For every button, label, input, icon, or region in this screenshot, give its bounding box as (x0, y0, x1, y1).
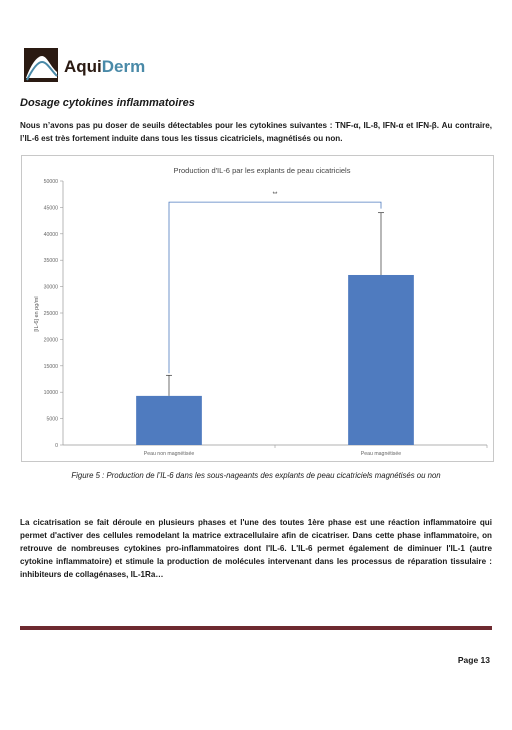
significance-label: ** (272, 192, 278, 199)
chart-plot-area (44, 179, 487, 457)
y-tick-label: 15000 (43, 363, 58, 370)
y-tick-label: 40000 (43, 231, 58, 238)
logo-text-aqui: Aqui (64, 57, 102, 76)
y-tick-label: 30000 (43, 284, 58, 291)
il6-chart (21, 155, 494, 462)
y-tick-label: 10000 (43, 390, 58, 397)
logo-text (64, 57, 145, 77)
bar (348, 275, 414, 445)
figure-caption: Figure 5 : Production de l’IL-6 dans les sous-nageants des explants de peau cicatriciels magnétisés ou non (71, 471, 441, 480)
logo-mark-icon (24, 48, 60, 82)
chart-svg (22, 156, 493, 461)
section-title: Dosage cytokines inflammatoires (20, 97, 195, 109)
x-tick-label: Peau magnétisée (360, 451, 402, 457)
y-tick-label: 45000 (43, 205, 58, 212)
y-tick-label: 50000 (43, 179, 58, 185)
y-tick-label: 0 (55, 443, 58, 449)
y-tick-label: 25000 (43, 311, 58, 317)
y-tick-label: 35000 (43, 258, 58, 265)
y-tick-label: 5000 (46, 416, 58, 423)
page-number: Page 13 (457, 655, 490, 665)
footer-rule (20, 626, 492, 630)
bar (136, 396, 202, 445)
intro-paragraph: Nous n’avons pas pu doser de seuils détectables pour les cytokines suivantes : TNF-α, IL-8, IFN-α et IFN-β. Au contraire, l’IL-6 est très fortement induite dans tous les tissus cicatriciels, magnétisés ou non. (20, 121, 492, 143)
body-paragraph: La cicatrisation se fait déroule en plusieurs phases et l'une des toutes 1ère phase est une réaction inflammatoire qui permet d'activer des cellules remodelant la matrice extracellulaire afin de cicatriser. Dans cette phase inflammatoire, on retrouve de nombreuses cytokines pro-inflammatoires dont l'IL-6. L'IL-6 permet également de diminuer l'IL-1 (autre cytokine inflammatoire) et stimule la production de molécules intervenant dans les processus de réparation tissulaire : inhibiteurs de collagénases, IL-1Ra… (20, 518, 492, 579)
logo-text-derm: Derm (101, 57, 146, 76)
chart-y-axis-label: [IL-6] en pg/ml (34, 296, 40, 332)
y-tick-label: 20000 (43, 337, 58, 344)
chart-title: Production d'IL-6 par les explants de peau cicatriciels (173, 166, 351, 175)
x-tick-label: Peau non magnétisée (143, 451, 195, 457)
